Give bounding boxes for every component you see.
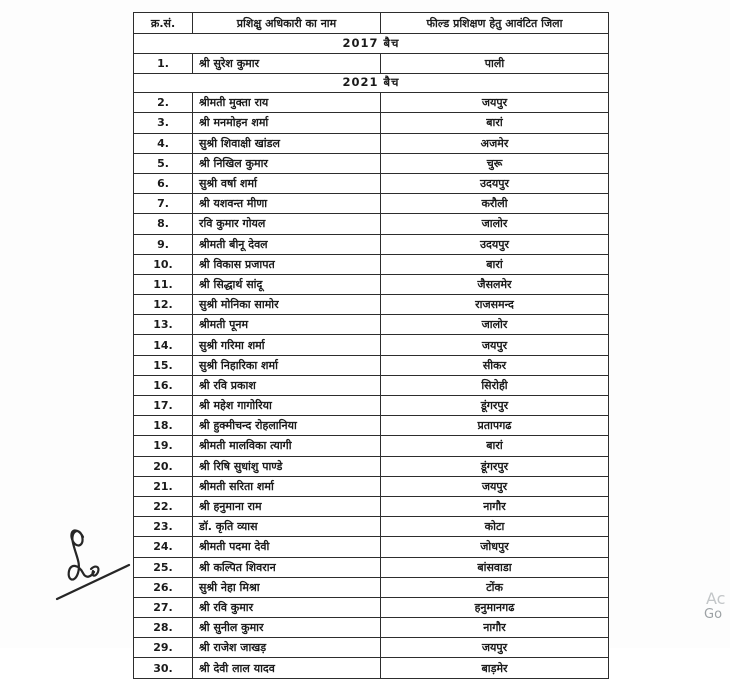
serial-cell: 23. <box>134 517 193 537</box>
table-row <box>134 133 609 153</box>
name-cell: श्री रवि कुमार <box>193 597 381 617</box>
district-cell: जोधपुर <box>381 537 609 557</box>
serial-cell: 28. <box>134 618 193 638</box>
serial-cell: 22. <box>134 496 193 516</box>
table-row <box>134 214 609 234</box>
serial-cell: 1. <box>134 53 193 73</box>
serial-cell: 29. <box>134 638 193 658</box>
district-cell: अजमेर <box>381 133 609 153</box>
header-district: फील्ड प्रशिक्षण हेतु आवंटित जिला <box>381 13 609 34</box>
watermark-fragment-2: Go <box>704 607 723 622</box>
name-cell: सुश्री गरिमा शर्मा <box>193 335 381 355</box>
header-officer-name: प्रशिक्षु अधिकारी का नाम <box>193 13 381 34</box>
table-row <box>134 173 609 193</box>
table-body <box>134 34 609 679</box>
name-cell: श्री देवी लाल यादव <box>193 658 381 678</box>
district-cell: जयपुर <box>381 638 609 658</box>
header-row <box>134 13 609 34</box>
table-row <box>134 254 609 274</box>
serial-cell: 21. <box>134 476 193 496</box>
district-cell: बारां <box>381 254 609 274</box>
serial-cell: 5. <box>134 153 193 173</box>
serial-cell: 24. <box>134 537 193 557</box>
name-cell: श्रीमती पदमा देवी <box>193 537 381 557</box>
name-cell: श्री राजेश जाखड़ <box>193 638 381 658</box>
table-row <box>134 476 609 496</box>
district-cell: नागौर <box>381 496 609 516</box>
batch-label: 2017 बैच <box>134 34 609 54</box>
table-row <box>134 335 609 355</box>
name-cell: श्रीमती मुक्ता राय <box>193 93 381 113</box>
district-cell: नागौर <box>381 618 609 638</box>
district-cell: टोंक <box>381 577 609 597</box>
table-row <box>134 597 609 617</box>
name-cell: श्री मनमोहन शर्मा <box>193 113 381 133</box>
table-row <box>134 93 609 113</box>
handwritten-signature <box>45 525 140 610</box>
serial-cell: 14. <box>134 335 193 355</box>
table-row <box>134 295 609 315</box>
serial-cell: 12. <box>134 295 193 315</box>
name-cell: श्री रिषि सुधांशु पाण्डे <box>193 456 381 476</box>
district-cell: डूंगरपुर <box>381 396 609 416</box>
serial-cell: 2. <box>134 93 193 113</box>
serial-cell: 11. <box>134 274 193 294</box>
district-cell: बारां <box>381 113 609 133</box>
table-row <box>134 638 609 658</box>
name-cell: श्री सिद्धार्थ सांदू <box>193 274 381 294</box>
table-row <box>134 658 609 678</box>
serial-cell: 17. <box>134 396 193 416</box>
district-cell: उदयपुर <box>381 173 609 193</box>
district-cell: राजसमन्द <box>381 295 609 315</box>
name-cell: श्री निखिल कुमार <box>193 153 381 173</box>
district-cell: जयपुर <box>381 476 609 496</box>
batch-label: 2021 बैच <box>134 73 609 93</box>
serial-cell: 8. <box>134 214 193 234</box>
batch-header-row <box>134 73 609 93</box>
district-cell: डूंगरपुर <box>381 456 609 476</box>
table-row <box>134 234 609 254</box>
serial-cell: 3. <box>134 113 193 133</box>
table-row <box>134 315 609 335</box>
district-cell: प्रतापगढ <box>381 416 609 436</box>
name-cell: श्री विकास प्रजापत <box>193 254 381 274</box>
table-row <box>134 113 609 133</box>
district-cell: जालोर <box>381 214 609 234</box>
name-cell: श्री यशवन्त मीणा <box>193 194 381 214</box>
name-cell: श्रीमती सरिता शर्मा <box>193 476 381 496</box>
district-cell: जयपुर <box>381 93 609 113</box>
serial-cell: 6. <box>134 173 193 193</box>
name-cell: श्री हनुमाना राम <box>193 496 381 516</box>
district-cell: बांसवाडा <box>381 557 609 577</box>
name-cell: सुश्री निहारिका शर्मा <box>193 355 381 375</box>
district-cell: उदयपुर <box>381 234 609 254</box>
table-row <box>134 456 609 476</box>
table-row <box>134 53 609 73</box>
district-cell: पाली <box>381 53 609 73</box>
table-row <box>134 375 609 395</box>
name-cell: श्री सुरेश कुमार <box>193 53 381 73</box>
name-cell: श्री रवि प्रकाश <box>193 375 381 395</box>
table-row <box>134 153 609 173</box>
watermark-fragment-1: Ac <box>706 589 726 608</box>
serial-cell: 18. <box>134 416 193 436</box>
serial-cell: 30. <box>134 658 193 678</box>
district-cell: जैसलमेर <box>381 274 609 294</box>
table-row <box>134 537 609 557</box>
table-row <box>134 517 609 537</box>
serial-cell: 27. <box>134 597 193 617</box>
district-cell: जयपुर <box>381 335 609 355</box>
batch-header-row <box>134 34 609 54</box>
table-row <box>134 436 609 456</box>
table-row <box>134 355 609 375</box>
serial-cell: 19. <box>134 436 193 456</box>
serial-cell: 10. <box>134 254 193 274</box>
table-row <box>134 396 609 416</box>
district-cell: बारां <box>381 436 609 456</box>
name-cell: रवि कुमार गोयल <box>193 214 381 234</box>
name-cell: श्री कल्पित शिवरान <box>193 557 381 577</box>
table-row <box>134 416 609 436</box>
serial-cell: 7. <box>134 194 193 214</box>
name-cell: श्री सुनील कुमार <box>193 618 381 638</box>
trainee-officer-table <box>133 12 609 679</box>
serial-cell: 25. <box>134 557 193 577</box>
district-cell: सीकर <box>381 355 609 375</box>
table-row <box>134 557 609 577</box>
name-cell: श्रीमती मालविका त्यागी <box>193 436 381 456</box>
name-cell: सुश्री वर्षा शर्मा <box>193 173 381 193</box>
name-cell: श्री महेश गागोरिया <box>193 396 381 416</box>
name-cell: डॉ. कृति व्यास <box>193 517 381 537</box>
table-row <box>134 496 609 516</box>
serial-cell: 16. <box>134 375 193 395</box>
serial-cell: 13. <box>134 315 193 335</box>
header-serial: क्र.सं. <box>134 13 193 34</box>
table-row <box>134 274 609 294</box>
table-row <box>134 577 609 597</box>
name-cell: सुश्री मोनिका सामोर <box>193 295 381 315</box>
district-cell: हनुमानगढ <box>381 597 609 617</box>
serial-cell: 4. <box>134 133 193 153</box>
serial-cell: 20. <box>134 456 193 476</box>
name-cell: श्रीमती पूनम <box>193 315 381 335</box>
table-row <box>134 618 609 638</box>
serial-cell: 26. <box>134 577 193 597</box>
district-cell: बाड़मेर <box>381 658 609 678</box>
name-cell: श्रीमती बीनू देवल <box>193 234 381 254</box>
district-cell: चुरू <box>381 153 609 173</box>
table-row <box>134 194 609 214</box>
district-cell: जालोर <box>381 315 609 335</box>
name-cell: श्री हुक्मीचन्द रोहलानिया <box>193 416 381 436</box>
district-cell: करौली <box>381 194 609 214</box>
district-cell: कोटा <box>381 517 609 537</box>
serial-cell: 15. <box>134 355 193 375</box>
name-cell: सुश्री शिवाक्षी खांडल <box>193 133 381 153</box>
district-cell: सिरोही <box>381 375 609 395</box>
serial-cell: 9. <box>134 234 193 254</box>
name-cell: सुश्री नेहा मिश्रा <box>193 577 381 597</box>
